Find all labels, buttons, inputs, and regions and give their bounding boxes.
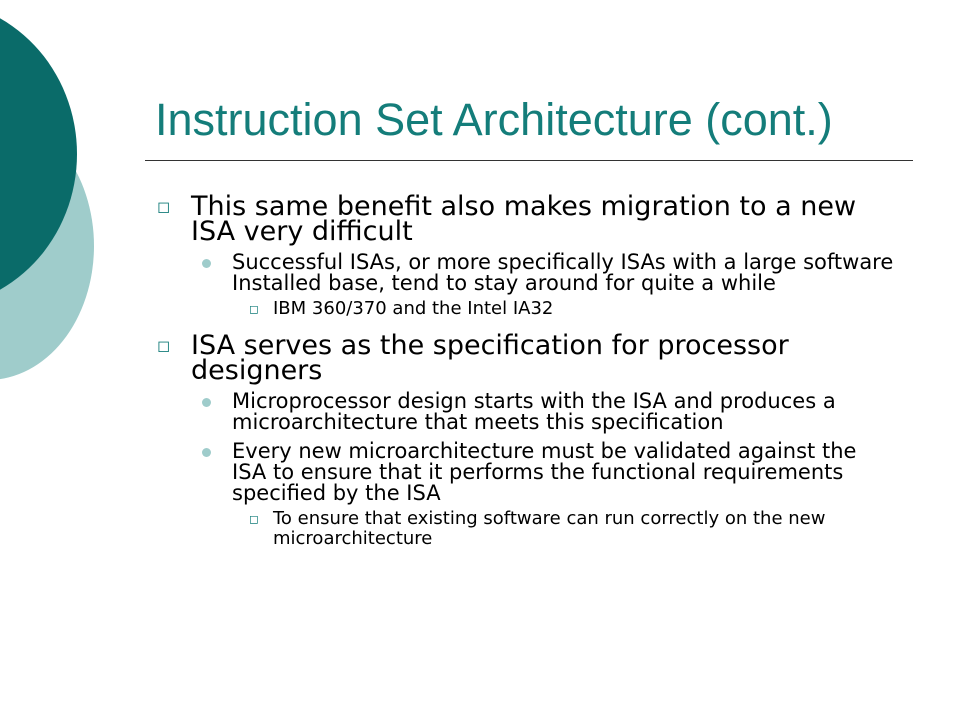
slide-title: Instruction Set Architecture (cont.) xyxy=(155,94,833,145)
bullet-text: To ensure that existing software can run correctly on the new microarchitecture xyxy=(273,508,826,549)
bullet-text: Successful ISAs, or more specifically ISAs with a large software Installed base, tend to stay around for quite a while xyxy=(232,250,894,295)
bullet-text: Microprocessor design starts with the ISA and produces a microarchitecture that meets this specification xyxy=(232,389,836,434)
hollow-square-bullet-icon: ◻ xyxy=(249,512,259,526)
hollow-square-bullet-icon: ◻ xyxy=(157,197,171,216)
bullet-level2 xyxy=(155,441,895,504)
bullet-text: ISA serves as the specification for processor designers xyxy=(191,330,789,386)
bullet-text: IBM 360/370 and the Intel IA32 xyxy=(273,298,554,319)
bullet-level2 xyxy=(155,391,895,433)
bullet-level3 xyxy=(155,509,895,549)
title-divider xyxy=(145,160,913,161)
bullet-level1 xyxy=(155,330,895,386)
filled-circle-bullet-icon xyxy=(202,448,211,457)
bullet-list xyxy=(155,191,895,549)
bullet-level1 xyxy=(155,191,895,247)
hollow-square-bullet-icon: ◻ xyxy=(249,302,259,316)
hollow-square-bullet-icon: ◻ xyxy=(157,336,171,355)
bullet-text: Every new microarchitecture must be validated against the ISA to ensure that it performs the functional requirements specified by the ISA xyxy=(232,439,857,505)
bullet-level2 xyxy=(155,252,895,294)
bullet-text: This same benefit also makes migration to a new ISA very difficult xyxy=(191,191,857,247)
filled-circle-bullet-icon xyxy=(202,259,211,268)
filled-circle-bullet-icon xyxy=(202,398,211,407)
bullet-level3 xyxy=(155,299,895,319)
